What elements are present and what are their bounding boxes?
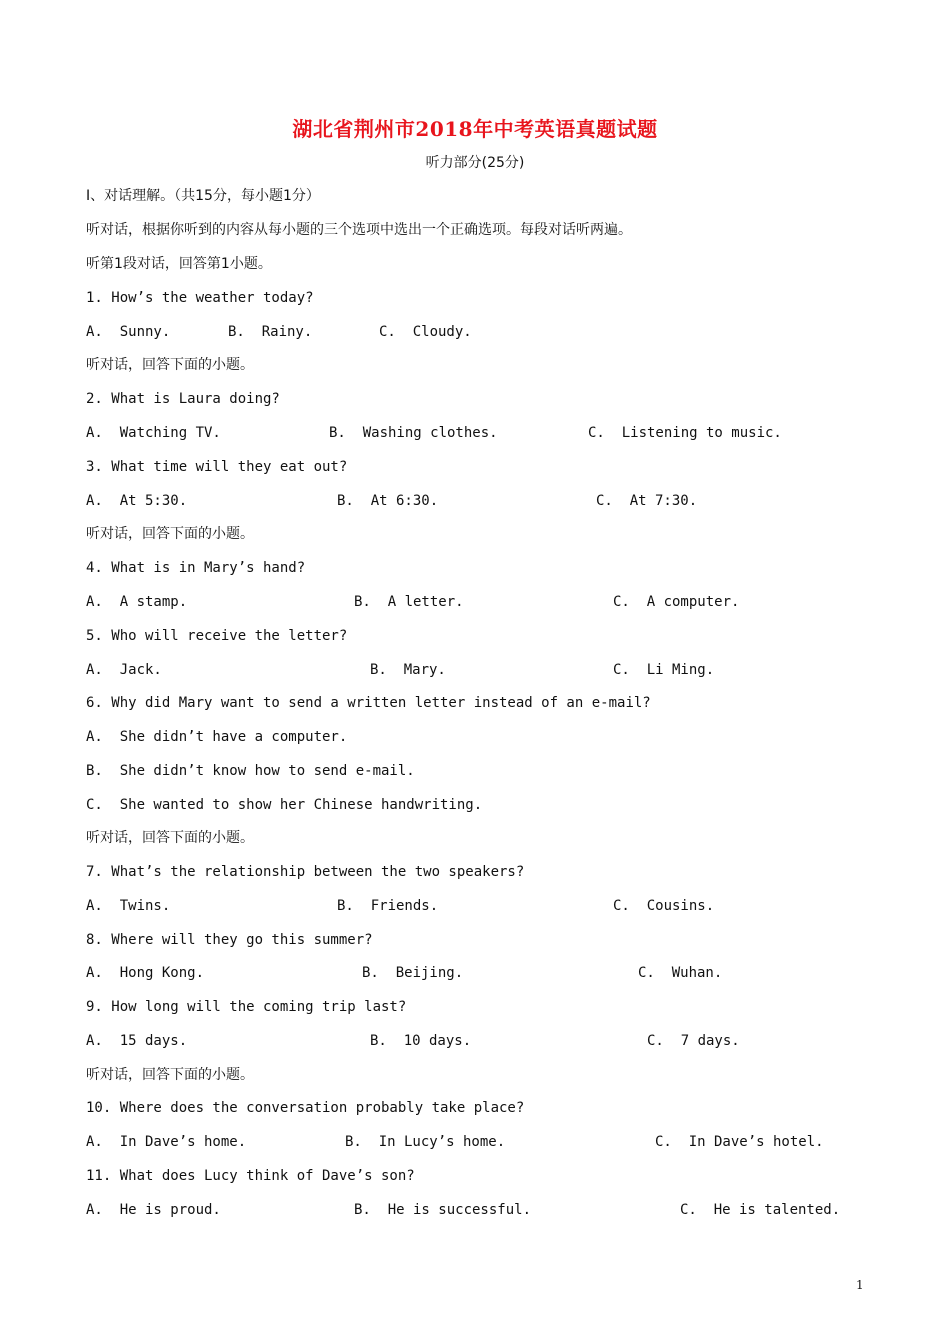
question-1: 1. How’s the weather today? [86, 290, 314, 306]
question-9-option-c: C. 7 days. [647, 1033, 740, 1049]
question-10-option-c: C. In Dave’s hotel. [655, 1134, 824, 1150]
question-7: 7. What’s the relationship between the two speakers? [86, 864, 525, 880]
question-3-option-a: A. At 5:30. [86, 493, 188, 509]
question-8-option-c: C. Wuhan. [638, 965, 723, 981]
dialog-intro-2: 听对话，回答下面的小题。 [86, 357, 254, 373]
question-7-option-b: B. Friends. [337, 898, 439, 914]
listening-subtitle: 听力部分(25分) [425, 155, 525, 171]
question-6-option-c: C. She wanted to show her Chinese handwriting. [86, 797, 483, 813]
question-8: 8. Where will they go this summer? [86, 932, 373, 948]
question-8-option-a: A. Hong Kong. [86, 965, 205, 981]
question-4-option-c: C. A computer. [613, 594, 740, 610]
dialog-intro-4: 听对话，回答下面的小题。 [86, 830, 254, 846]
question-9-option-a: A. 15 days. [86, 1033, 188, 1049]
dialog-intro-1: 听第1段对话，回答第1小题。 [86, 256, 272, 272]
question-11-option-b: B. He is successful. [354, 1202, 532, 1218]
dialog-intro-5: 听对话，回答下面的小题。 [86, 1067, 254, 1083]
question-4: 4. What is in Mary’s hand? [86, 560, 306, 576]
question-3-option-c: C. At 7:30. [596, 493, 698, 509]
question-6-option-a: A. She didn’t have a computer. [86, 729, 348, 745]
question-8-option-b: B. Beijing. [362, 965, 464, 981]
question-2-option-a: A. Watching TV. [86, 425, 221, 441]
question-11-option-c: C. He is talented. [680, 1202, 841, 1218]
question-7-option-c: C. Cousins. [613, 898, 715, 914]
question-4-option-a: A. A stamp. [86, 594, 188, 610]
question-9: 9. How long will the coming trip last? [86, 999, 407, 1015]
question-10: 10. Where does the conversation probably take place? [86, 1100, 525, 1116]
question-2-option-c: C. Listening to music. [588, 425, 782, 441]
question-5: 5. Who will receive the letter? [86, 628, 348, 644]
question-6-option-b: B. She didn’t know how to send e-mail. [86, 763, 415, 779]
dialog-intro-3: 听对话，回答下面的小题。 [86, 526, 254, 542]
question-5-option-b: B. Mary. [370, 662, 446, 678]
question-3-option-b: B. At 6:30. [337, 493, 439, 509]
question-10-option-a: A. In Dave’s home. [86, 1134, 247, 1150]
question-11: 11. What does Lucy think of Dave’s son? [86, 1168, 415, 1184]
question-3: 3. What time will they eat out? [86, 459, 348, 475]
question-6: 6. Why did Mary want to send a written letter instead of an e-mail? [86, 695, 651, 711]
page-title: 湖北省荆州市2018年中考英语真题试题 [292, 117, 658, 141]
question-1-option-a: A. Sunny. [86, 324, 171, 340]
instruction-text: 听对话，根据你听到的内容从每小题的三个选项中选出一个正确选项。每段对话听两遍。 [86, 222, 632, 238]
question-5-option-c: C. Li Ming. [613, 662, 715, 678]
section-heading: I、对话理解。（共15分，每小题1分） [86, 188, 320, 204]
question-2: 2. What is Laura doing? [86, 391, 280, 407]
question-9-option-b: B. 10 days. [370, 1033, 472, 1049]
question-2-option-b: B. Washing clothes. [329, 425, 498, 441]
question-7-option-a: A. Twins. [86, 898, 171, 914]
question-11-option-a: A. He is proud. [86, 1202, 221, 1218]
question-5-option-a: A. Jack. [86, 662, 162, 678]
question-4-option-b: B. A letter. [354, 594, 464, 610]
question-1-option-c: C. Cloudy. [379, 324, 472, 340]
page-number: 1 [856, 1278, 864, 1292]
question-1-option-b: B. Rainy. [228, 324, 313, 340]
question-10-option-b: B. In Lucy’s home. [345, 1134, 506, 1150]
